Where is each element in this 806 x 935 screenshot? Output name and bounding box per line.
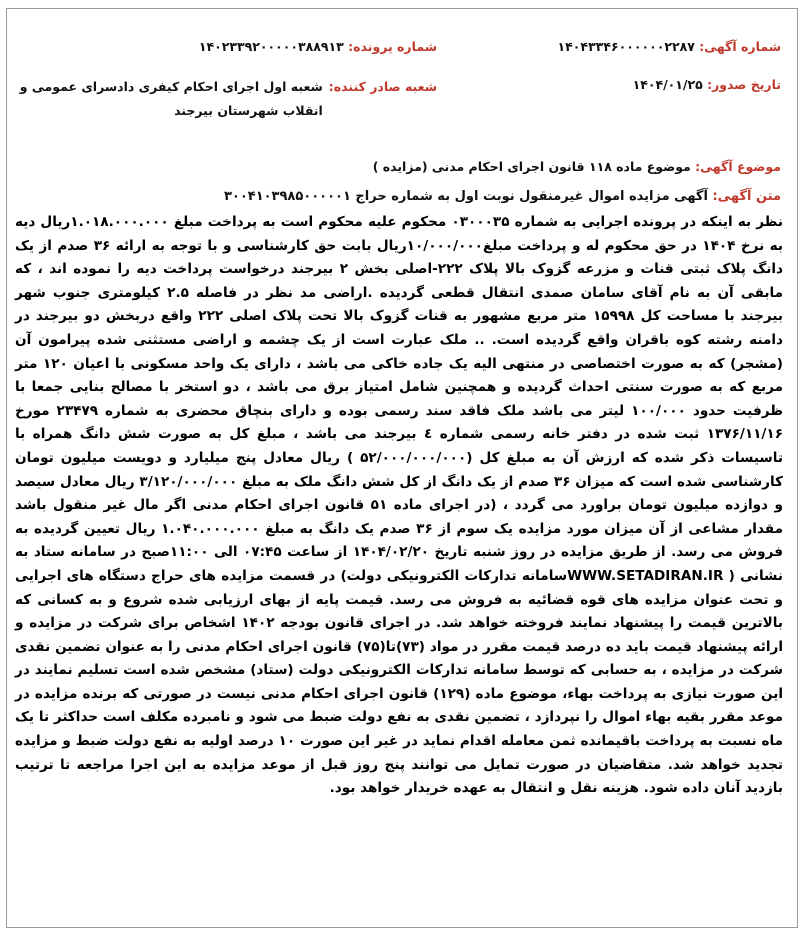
notice-body: نظر به اینکه در پرونده اجرایی به شماره ۰۳۰۰۰۳۵ محکوم علیه محکوم است به پرداخت مبلغ ۱.۰۱۸.۰۰۰.۰۰۰ریال دیه به نرخ ۱۴۰۴ در حق محکوم له و پرداخت مبلغ۱۰/۰۰۰/۰۰۰ریال بابت حق کارشناسی و با توجه به ارائه ۳۶ صدم از یک دانگ پلاک ثبتی قنات و مزرعه گزوک بالا پلاک ۲۲۲-اصلی بخش ۲ بیرجند درخواست پرداخت دیه را نموده اند ، که مابقی آن به نام آقای سامان صمدی انتقال قطعی گردیده .اراضی مد نظر در فاصله ۲.۵ کیلومتری جنوب شهر بیرجند با مساحت کل ۱۵۹۹۸ متر مربع مشهور به قنات گزوک بالا تحت پلاک اصلی ۲۲۲ واقع دربخش دو بیرجند در دامنه رشته کوه باقران واقع گردیده است. .. ملک عبارت است از یک چشمه و اراضی مستثنی شده پیرامون آن (مشجر) که به صورت اختصاصی در منتهی الیه یک جاده خاکی می باشد ، دارای یک واحد مسکونی با اعیان ۱۲۰ متر مربع که به صورت سنتی احداث گردیده و همچنین شامل امتیاز برق می باشد ، دو استخر با مصالح بنایی جمعا با ظرفیت حدود ۱۰۰/۰۰۰ لیتر می باشد ملک فاقد سند رسمی بوده و دارای بنچاق محضری به شماره ۲۳۴۷۹ مورخ ۱۳۷۶/۱۱/۱۶ ثبت شده در دفتر خانه رسمی شماره ٤ بیرجند می باشد ، مبلغ کل به صورت شش دانگ همراه با تاسیسات ذکر شده که ارزش آن به مبلغ کل (۵۲/۰۰۰/۰۰۰/۰۰۰ ) ریال معادل پنج میلیارد و دویست میلیون تومان کارشناسی شده است که میزان ۳۶ صدم از یک دانگ از کل شش دانگ ملک به مبلغ ۳/۱۲۰/۰۰۰/۰۰۰ ریال معادل سیصد و دوازده میلیون تومان براورد می گردد ، (در اجرای ماده ۵۱ قانون اجرای احکام مدنی اگر مال غیر منقول باشد مقدار مشاعی از آن میزان مورد مزایده یک سوم از ۳۶ صدم یک دانگ به مبلغ ۱.۰۴۰.۰۰۰.۰۰۰ ریال تعیین گردیده به فروش می رسد. از طریق مزایده در روز شنبه تاریخ ۱۴۰۴/۰۲/۲۰ از ساعت ۰۷:۴۵ الی ۱۱:۰۰صبح در سامانه ستاد به نشانی ( WWW.SETADIRAN.IRسامانه تدارکات الکترونیکی دولت) در قسمت مزایده های حراج دستگاه های اجرایی و تحت عنوان مزایده های قوه قضائیه به فروش می رسد. قیمت پایه از بهای ارزیابی شده شروع و به کسانی که بالاترین قیمت را پیشنهاد نمایند فروخته خواهد شد. در اجرای قانون بودجه ۱۴۰۲ اشخاص برای شرکت در مزایده و ارائه پیشنهاد قیمت باید ده درصد قیمت مقرر در مواد (۷۳)تا(۷۵) قانون اجرای احکام مدنی را به عنوان تضمین نقدی شرکت در مزایده ، به حسابی که توسط سامانه تدارکات الکترونیکی دولت (ستاد) مشخص شده است تسلیم نمایند در این صورت نیازی به پرداخت بهاء، موضوع ماده (۱۲۹) قانون اجرای احکام مدنی نیست در صورتی که برنده مزایده در موعد مقرر بقیه بهاء اموال را نپردازد ، تضمین نقدی به نفع دولت ضبط می شود و نامبرده مکلف است حداکثر تا یک ماه نسبت به پرداخت باقیمانده ثمن معامله اقدام نماید در غیر این صورت ۱۰ درصد اولیه به نفع دولت ضبط و مزایده تجدید خواهد شد. متقاضیان در صورت تمایل می توانند پنج روز قبل از موعد مزایده به این اجرا مراجعه تا ترتیب بازدید آنان داده شود. هزینه نقل و انتقال به عهده خریدار خواهد بود. bbox=[15, 214, 784, 797]
issuer-label: شعبه صادر کننده: bbox=[328, 79, 437, 94]
title-row bbox=[224, 189, 781, 204]
case-number-label: شماره پرونده: bbox=[348, 39, 437, 54]
issue-date: ۱۴۰۴/۰۱/۲۵ bbox=[632, 77, 703, 92]
ad-number-label: شماره آگهی: bbox=[699, 39, 781, 54]
issuer: شعبه اول اجرای احکام کیفری دادسرای عمومی و انقلاب شهرستان بیرجند bbox=[19, 79, 323, 118]
title-label: متن آگهی: bbox=[712, 189, 781, 204]
issue-date-label: تاریخ صدور: bbox=[707, 77, 781, 92]
subject-label: موضوع آگهی: bbox=[695, 159, 781, 174]
subject-text: موضوع ماده ۱۱۸ قانون اجرای احکام مدنی (مزایده ) bbox=[372, 159, 691, 174]
ad-number-row bbox=[558, 39, 781, 54]
ad-number: ۱۴۰۴۳۳۴۶۰۰۰۰۰۰۲۲۸۷ bbox=[557, 39, 695, 54]
subject-row bbox=[373, 159, 781, 174]
issue-date-row bbox=[633, 77, 781, 92]
issuer-row bbox=[17, 75, 437, 123]
case-number-row bbox=[199, 39, 437, 54]
notice-frame bbox=[6, 8, 798, 928]
case-number: ۱۴۰۲۳۳۹۲۰۰۰۰۰۳۸۸۹۱۳ bbox=[198, 39, 344, 54]
title-text: آگهی مزایده اموال غیرمنقول نوبت اول به شماره حراج ۳۰۰۴۱۰۳۹۸۵۰۰۰۰۰۱ bbox=[223, 189, 708, 204]
